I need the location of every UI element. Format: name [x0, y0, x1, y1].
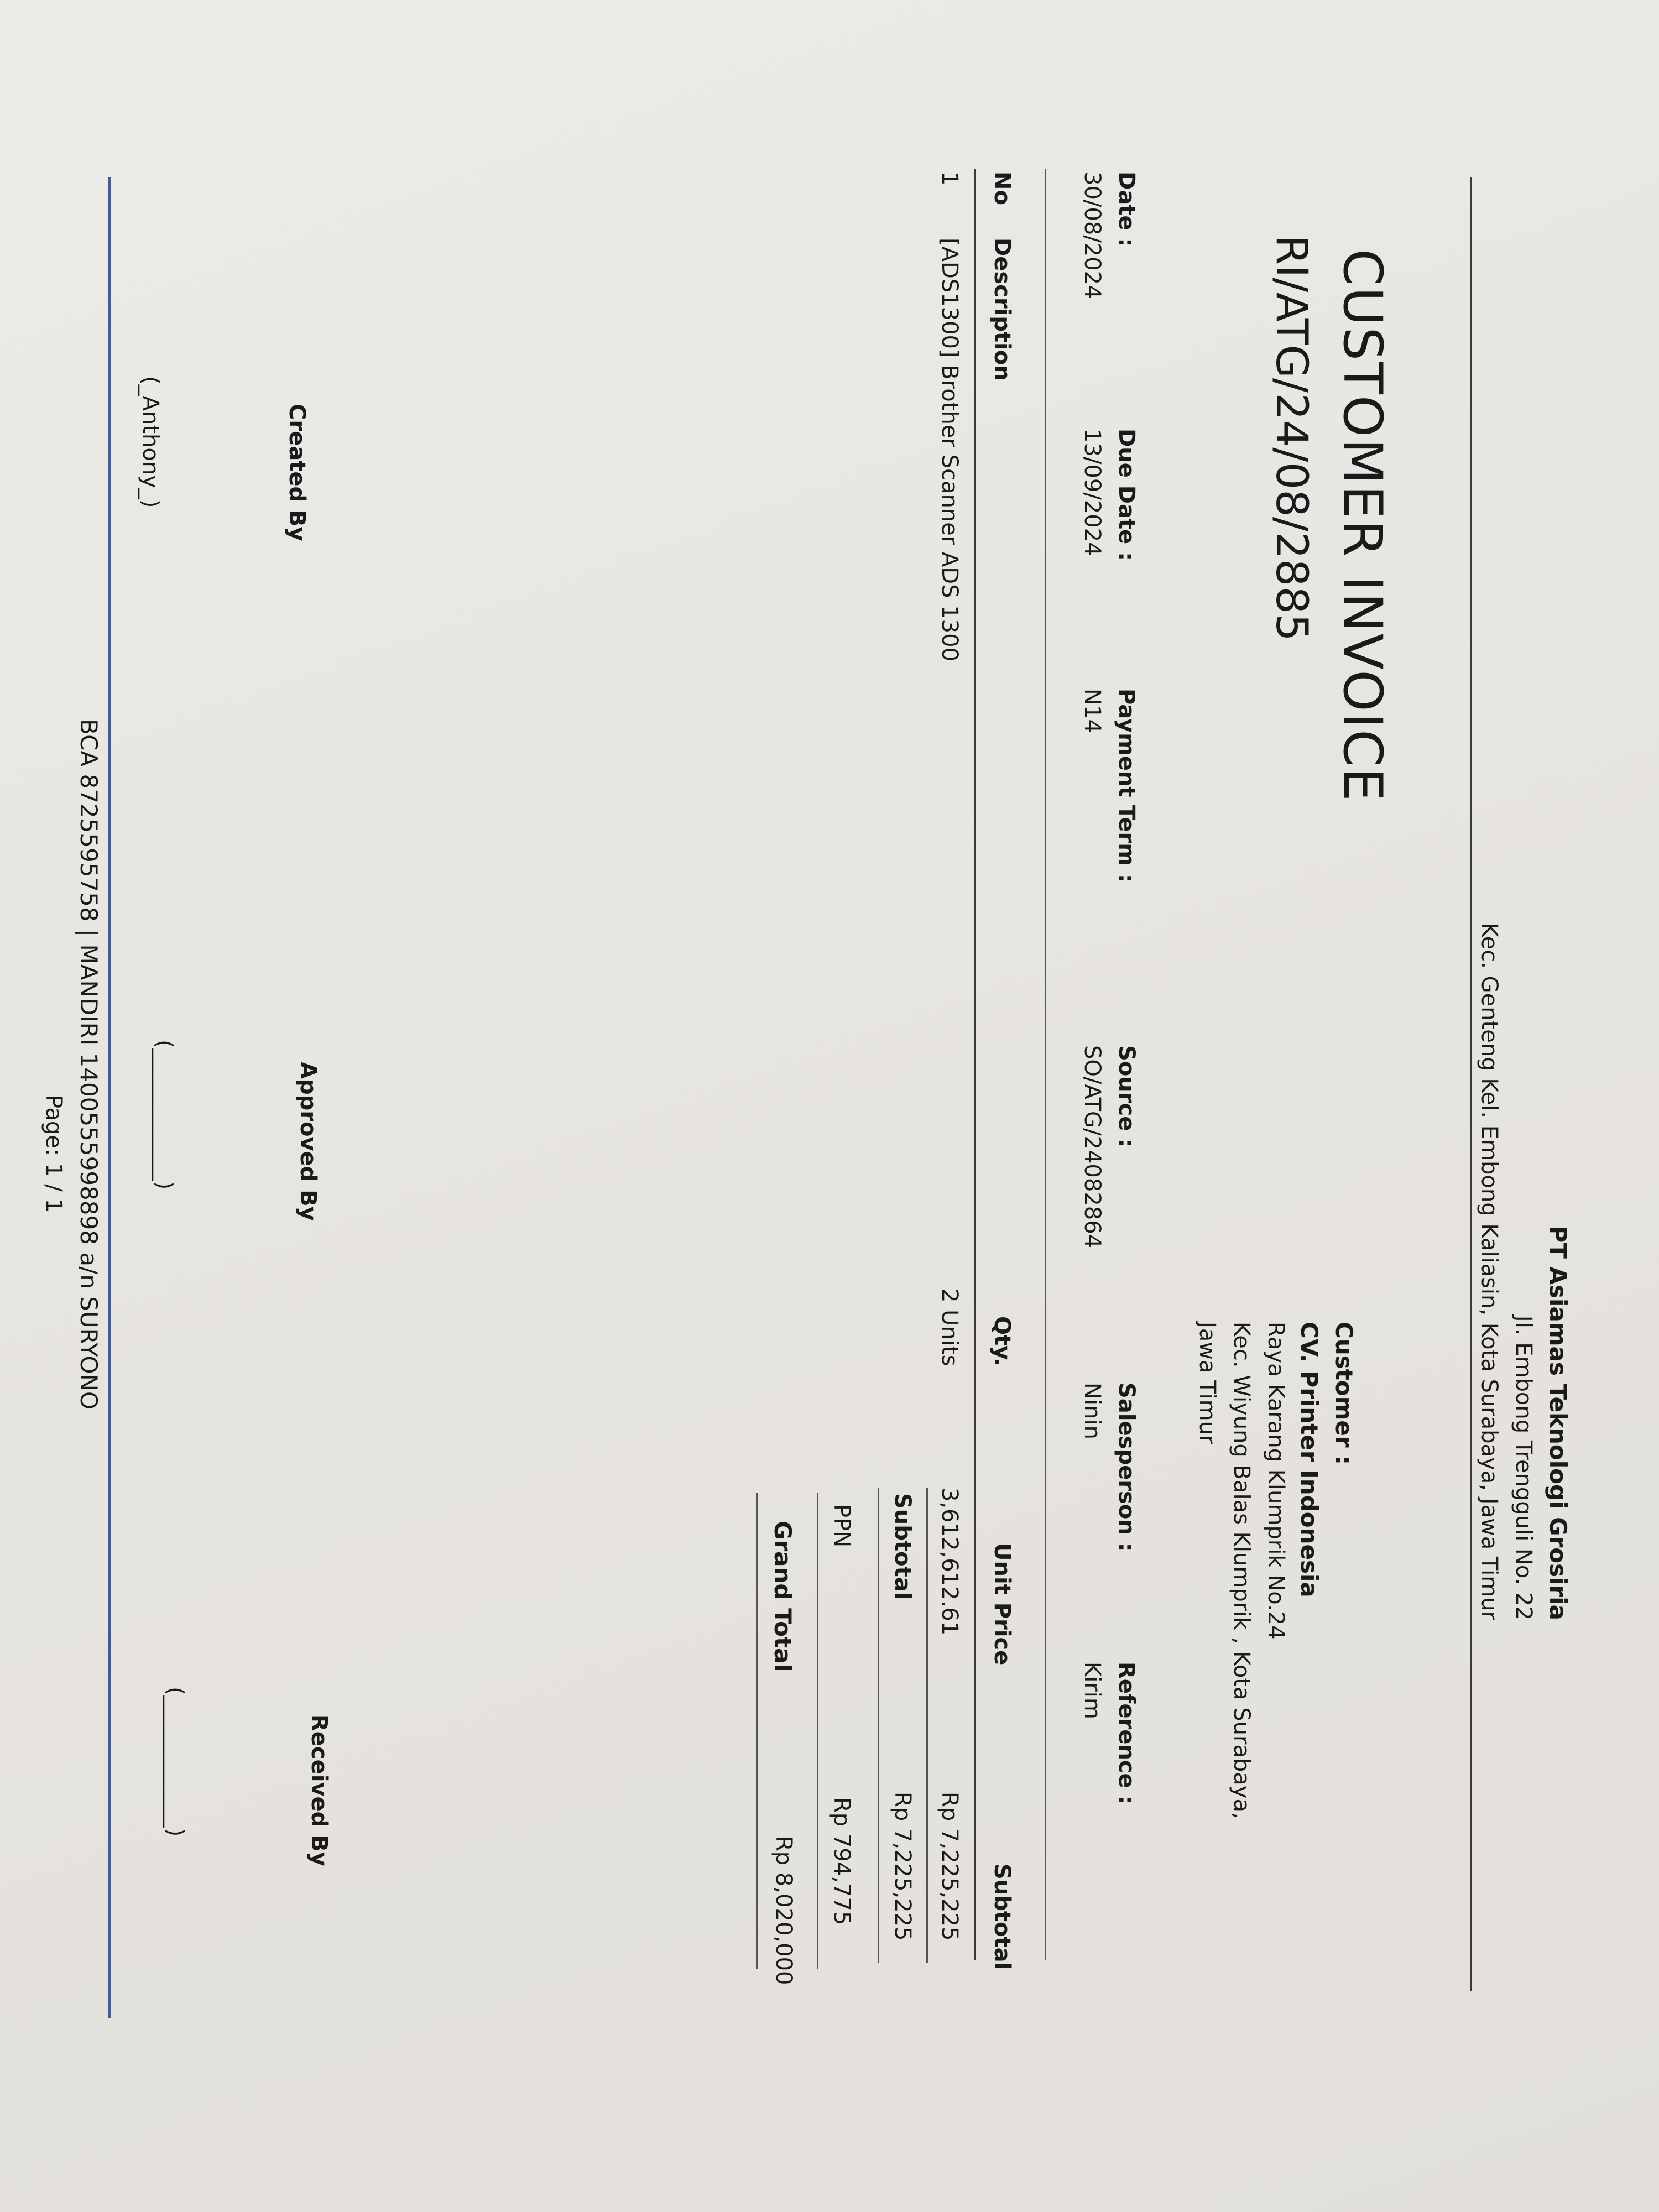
- received-by-label: Received By: [306, 1714, 332, 1866]
- footer-divider: [108, 177, 111, 2018]
- date-value: 30/08/2024: [1079, 171, 1105, 299]
- table-row-unit-price: 3,612,612.61: [937, 1488, 962, 1636]
- created-by-signature: (_Anthony_): [138, 376, 163, 508]
- ppn-label: PPN: [829, 1504, 854, 1548]
- ppn-value: Rp 794,775: [829, 1797, 854, 1926]
- grand-total-divider: [756, 1493, 758, 1969]
- payment-term-label: Payment Term :: [1114, 688, 1139, 883]
- approved-by-label: Approved By: [295, 1062, 321, 1221]
- ppn-divider: [817, 1493, 818, 1969]
- grand-total-value: Rp 8,020,000: [771, 1836, 796, 1985]
- reference-label: Reference :: [1114, 1662, 1139, 1805]
- page-number: Page: 1 / 1: [41, 1095, 66, 1213]
- reference-value: Kirim: [1079, 1662, 1105, 1719]
- table-row-qty: 2 Units: [937, 1288, 962, 1366]
- bank-account-info: BCA 8725595758 | MANDIRI 1400555998898 a/n SURYONO: [75, 719, 102, 1410]
- received-by-signature: (____________): [163, 1687, 188, 1837]
- table-header-qty: Qty.: [989, 1316, 1015, 1366]
- table-header-unit-price: Unit Price: [989, 1543, 1015, 1666]
- subtotal-divider: [878, 1488, 879, 1963]
- customer-address-3: Jawa Timur: [1194, 1322, 1220, 1444]
- header-divider: [1470, 177, 1472, 1991]
- approved-by-signature: (____________): [152, 1040, 177, 1190]
- due-date-label: Due Date :: [1114, 429, 1139, 561]
- invoice-number: RI/ATG/24/08/2885: [1266, 235, 1316, 641]
- table-row-subtotal: Rp 7,225,225: [937, 1792, 962, 1941]
- subtotal-label: Subtotal: [890, 1493, 915, 1600]
- source-value: SO/ATG/24082864: [1079, 1045, 1105, 1249]
- customer-label: Customer :: [1331, 1322, 1358, 1465]
- salesperson-value: Ninin: [1079, 1383, 1105, 1439]
- table-header-divider: [974, 169, 976, 1960]
- customer-address-1: Raya Karang Klumprik No.24: [1263, 1322, 1288, 1640]
- meta-divider: [1045, 169, 1046, 1960]
- table-row-description: [ADS1300] Brother Scanner ADS 1300: [937, 238, 962, 661]
- date-label: Date :: [1114, 171, 1139, 247]
- invoice-title: CUSTOMER INVOICE: [1332, 249, 1394, 802]
- table-row-divider: [926, 1488, 928, 1963]
- salesperson-label: Salesperson :: [1114, 1383, 1139, 1552]
- company-address-2: Kec. Genteng Kel. Embong Kaliasin, Kota Surabaya, Jawa Timur: [1477, 922, 1502, 1620]
- table-header-description: Description: [989, 238, 1015, 381]
- table-row-no: 1: [937, 171, 962, 186]
- subtotal-value: Rp 7,225,225: [890, 1792, 915, 1941]
- payment-term-value: N14: [1079, 688, 1105, 733]
- source-label: Source :: [1114, 1045, 1139, 1148]
- company-name: PT Asiamas Teknologi Grosiria: [1545, 1225, 1572, 1620]
- company-address-1: Jl. Embong Trengguli No. 22: [1511, 1315, 1536, 1620]
- table-header-no: No: [989, 171, 1015, 205]
- grand-total-label: Grand Total: [769, 1521, 796, 1672]
- due-date-value: 13/09/2024: [1079, 429, 1105, 556]
- created-by-label: Created By: [284, 404, 310, 541]
- table-header-subtotal: Subtotal: [989, 1864, 1015, 1970]
- customer-name: CV. Printer Indonesia: [1296, 1322, 1323, 1598]
- customer-address-2: Kec. Wiyung Balas Klumprik , Kota Surabaya,: [1229, 1322, 1254, 1819]
